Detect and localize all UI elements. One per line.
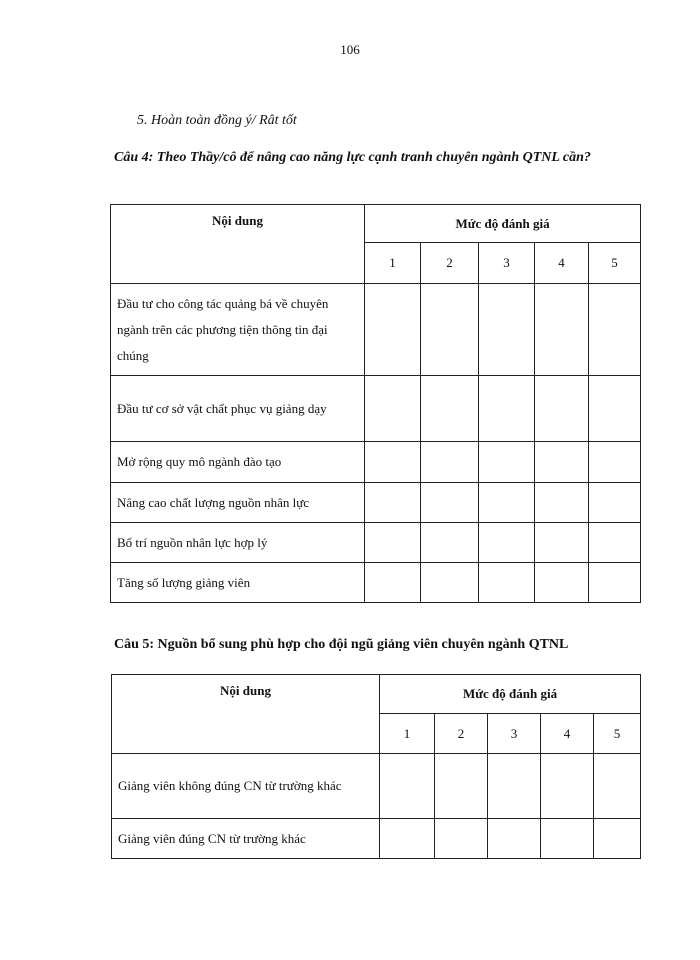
rating-cell-5[interactable]: [589, 284, 641, 376]
scale-label: 3: [479, 243, 535, 284]
rating-cell-4[interactable]: [535, 442, 589, 483]
table-row: [112, 819, 641, 859]
scale-label: 3: [488, 714, 541, 754]
rating-cell-1[interactable]: [380, 819, 435, 859]
rating-cell-3[interactable]: [479, 523, 535, 563]
header-content: Nội dung: [111, 205, 365, 284]
rating-cell-5[interactable]: [594, 819, 641, 859]
rating-cell-4[interactable]: [541, 819, 594, 859]
scale-label: 5: [589, 243, 641, 284]
rating-cell-1[interactable]: [365, 563, 421, 603]
rating-cell-2[interactable]: [421, 483, 479, 523]
row-label: Bố trí nguồn nhân lực hợp lý: [111, 523, 365, 563]
rating-cell-4[interactable]: [535, 284, 589, 376]
rating-cell-5[interactable]: [594, 754, 641, 819]
rating-cell-3[interactable]: [488, 754, 541, 819]
scale-label: 4: [541, 714, 594, 754]
scale-label: 1: [365, 243, 421, 284]
rating-cell-1[interactable]: [365, 442, 421, 483]
rating-cell-3[interactable]: [479, 483, 535, 523]
row-label: Tăng số lượng giảng viên: [111, 563, 365, 603]
scale-label: 2: [435, 714, 488, 754]
table-row: [111, 563, 641, 603]
scale-label: 4: [535, 243, 589, 284]
rating-cell-2[interactable]: [421, 284, 479, 376]
rating-cell-5[interactable]: [589, 563, 641, 603]
rating-cell-3[interactable]: [479, 563, 535, 603]
rating-cell-1[interactable]: [365, 523, 421, 563]
rating-cell-2[interactable]: [435, 819, 488, 859]
rating-cell-2[interactable]: [435, 754, 488, 819]
rating-cell-5[interactable]: [589, 483, 641, 523]
rating-cell-2[interactable]: [421, 523, 479, 563]
question-4-table: [110, 204, 641, 603]
rating-cell-1[interactable]: [365, 376, 421, 442]
scale-label: 2: [421, 243, 479, 284]
table-row: [111, 284, 641, 376]
scale-label: 5: [594, 714, 641, 754]
header-rating-level: Mức độ đánh giá: [365, 205, 641, 243]
rating-cell-4[interactable]: [541, 754, 594, 819]
question-5-title: Câu 5: Nguồn bổ sung phù hợp cho đội ngũ giảng viên chuyên ngành QTNL: [114, 637, 569, 652]
rating-cell-4[interactable]: [535, 483, 589, 523]
page-number: 106: [340, 42, 360, 57]
rating-cell-3[interactable]: [479, 284, 535, 376]
rating-cell-4[interactable]: [535, 523, 589, 563]
row-label: Nâng cao chất lượng nguồn nhân lực: [111, 483, 365, 523]
rating-cell-1[interactable]: [365, 284, 421, 376]
rating-cell-3[interactable]: [479, 442, 535, 483]
rating-cell-3[interactable]: [488, 819, 541, 859]
row-label: Đầu tư cho công tác quảng bá về chuyên ngành trên các phương tiện thông tin đại chúng: [111, 284, 365, 376]
question-5-table: [111, 674, 641, 859]
question-4-title: Câu 4: Theo Thầy/cô để nâng cao năng lực cạnh tranh chuyên ngành QTNL cần?: [114, 150, 591, 165]
answer-option-5: 5. Hoàn toàn đồng ý/ Rât tốt: [137, 113, 297, 128]
row-label: Giảng viên không đúng CN từ trường khác: [112, 754, 380, 819]
rating-cell-2[interactable]: [421, 376, 479, 442]
row-label: Giảng viên đúng CN từ trường khác: [112, 819, 380, 859]
row-label: Mở rộng quy mô ngành đào tạo: [111, 442, 365, 483]
header-rating-level: Mức độ đánh giá: [380, 675, 641, 714]
rating-cell-5[interactable]: [589, 376, 641, 442]
rating-cell-3[interactable]: [479, 376, 535, 442]
row-label: Đầu tư cơ sở vật chất phục vụ giảng dạy: [111, 376, 365, 442]
rating-cell-1[interactable]: [380, 754, 435, 819]
rating-cell-1[interactable]: [365, 483, 421, 523]
table-row: [111, 442, 641, 483]
rating-cell-4[interactable]: [535, 376, 589, 442]
rating-cell-2[interactable]: [421, 442, 479, 483]
rating-cell-4[interactable]: [535, 563, 589, 603]
table-row: [111, 376, 641, 442]
table-row: [111, 523, 641, 563]
rating-cell-2[interactable]: [421, 563, 479, 603]
scale-label: 1: [380, 714, 435, 754]
table-row: [112, 754, 641, 819]
table-row: [111, 483, 641, 523]
rating-cell-5[interactable]: [589, 442, 641, 483]
header-content: Nội dung: [112, 675, 380, 754]
rating-cell-5[interactable]: [589, 523, 641, 563]
